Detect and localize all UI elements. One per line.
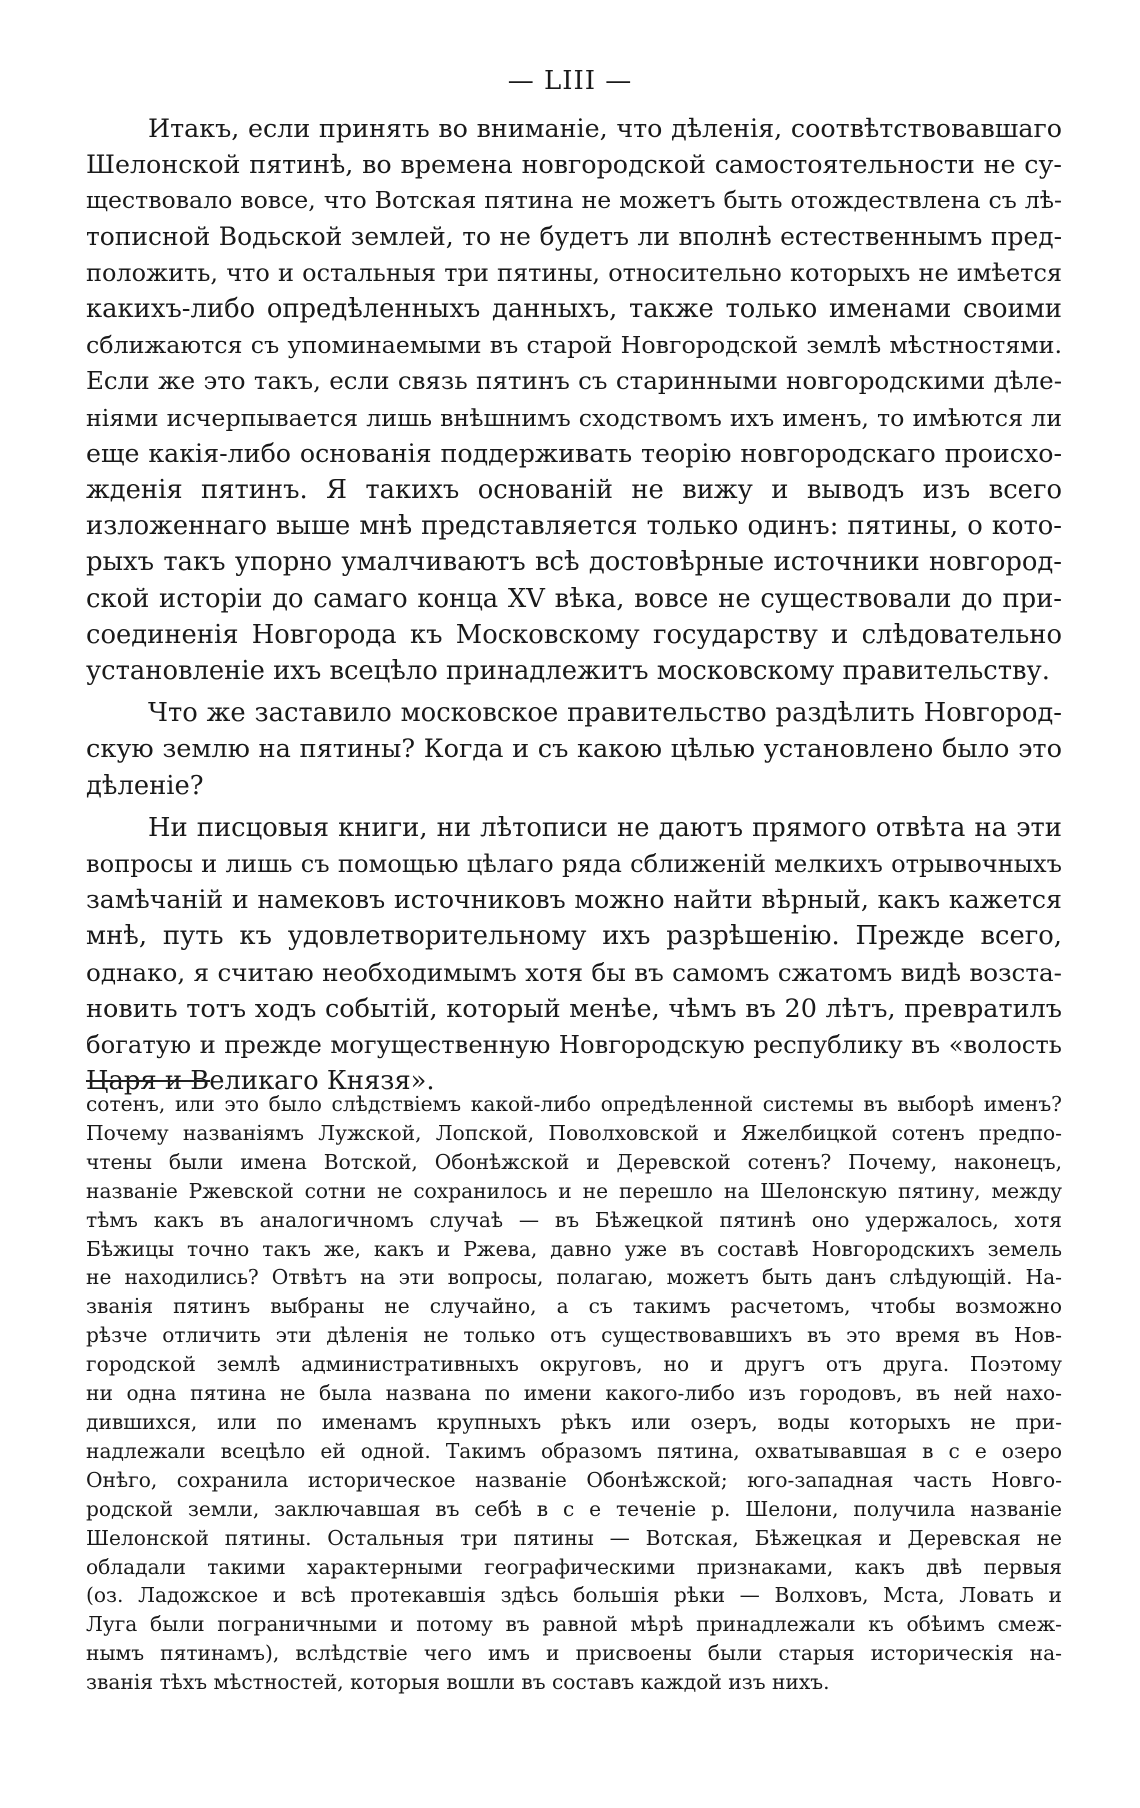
text-line: мнѣ, путь къ удовлетворительному ихъ разрѣшенію. Прежде всего, [86, 921, 1062, 952]
text-line: рыхъ такъ упорно умалчиваютъ всѣ достовѣрные источники новгород- [86, 547, 1062, 578]
text-line: жденія пятинъ. Я такихъ основаній не вижу и выводъ изъ всего [86, 475, 1062, 506]
footnote-line: родской земли, заключавшая въ себѣ в с е теченіе р. Шелони, получила названіе [86, 1496, 1062, 1521]
footnote-line: городской землѣ административныхъ округовъ, но и другъ отъ друга. Поэтому [86, 1352, 1062, 1377]
text-line: ществовало вовсе, что Вотская пятина не можетъ быть отождествлена съ лѣ- [86, 186, 1062, 215]
footnote-line: Луга были пограничными и потому въ равной мѣрѣ принадлежали къ обѣимъ смеж- [86, 1612, 1062, 1637]
footnote-line: Почему названіямъ Лужской, Лопской, Поволховской и Яжелбицкой сотенъ предпо- [86, 1120, 1062, 1145]
text-line: богатую и прежде могущественную Новгородскую республику въ «волость [86, 1030, 1062, 1060]
text-line: скую землю на пятины? Когда и съ какою цѣлью установлено было это [86, 734, 1062, 765]
footnote-line: званія пятинъ выбраны не случайно, а съ такимъ расчетомъ, чтобы возможно [86, 1294, 1062, 1319]
text-line: соединенія Новгорода къ Московскому государству и слѣдовательно [86, 619, 1062, 650]
text-line: Ни писцовыя книги, ни лѣтописи не даютъ прямого отвѣта на эти [148, 812, 1062, 843]
footnote-line: ни одна пятина не была названа по имени какого-либо изъ городовъ, въ ней нахо- [86, 1381, 1062, 1406]
footnote-line: (оз. Ладожское и всѣ протекавшія здѣсь большія рѣки — Волховъ, Мста, Ловать и [86, 1583, 1062, 1608]
footnote-separator [86, 1080, 210, 1082]
text-line: какихъ-либо опредѣленныхъ данныхъ, также только именами своими [86, 294, 1062, 325]
text-line: тописной Водьской землей, то не будетъ ли вполнѣ естественнымъ пред- [86, 221, 1062, 251]
text-line: сближаются съ упоминаемыми въ старой Новгородской землѣ мѣстностями. [86, 331, 1062, 360]
text-line: Царя и Великаго Князя». [86, 1066, 435, 1097]
text-line: еще какія-либо основанія поддерживать теорію новгородскаго происхо- [86, 438, 1062, 468]
footnote-line: сотенъ, или это было слѣдствіемъ какой-либо опредѣленной системы въ выборѣ именъ? [86, 1092, 1062, 1116]
text-line: положить, что и остальныя три пятины, относительно которыхъ не имѣется [86, 258, 1062, 287]
footnote [86, 1090, 1062, 1697]
text-line: установленіе ихъ всецѣло принадлежитъ московскому правительству. [86, 656, 1050, 687]
footnote-line: рѣзче отличить эти дѣленія не только отъ существовавшихъ въ это время въ Нов- [86, 1323, 1062, 1348]
footnote-line: чтены были имена Вотской, Обонѣжской и Деревской сотенъ? Почему, наконецъ, [86, 1149, 1062, 1174]
text-line: дѣленіе? [86, 770, 204, 801]
page-number: — LIII — [507, 66, 633, 96]
footnote-line: обладали такими характерными географическими признаками, какъ двѣ первыя [86, 1554, 1062, 1579]
text-line: Итакъ, если принять во вниманіе, что дѣленія, соотвѣтствовавшаго [148, 113, 1062, 143]
text-line: однако, я считаю необходимымъ хотя бы въ самомъ сжатомъ видѣ возста- [86, 957, 1062, 987]
text-line: Что же заставило московское правительство раздѣлить Новгород- [148, 698, 1062, 729]
main-text [86, 110, 1062, 1099]
footnote-line: названіе Ржевской сотни не сохранилось и не перешло на Шелонскую пятину, между [86, 1178, 1062, 1203]
footnote-line: не находились? Отвѣтъ на эти вопросы, полагаю, можетъ быть данъ слѣдующій. На- [86, 1265, 1062, 1290]
footnote-line: нымъ пятинамъ), вслѣдствіе чего имъ и присвоены были старыя историческія на- [86, 1641, 1062, 1666]
text-line: Шелонской пятинѣ, во времена новгородской самостоятельности не су- [86, 149, 1062, 180]
text-line: ніями исчерпывается лишь внѣшнимъ сходствомъ ихъ именъ, то имѣются ли [86, 403, 1062, 432]
text-line: ской исторіи до самаго конца XV вѣка, вовсе не существовали до при- [86, 583, 1062, 614]
footnote-line: дившихся, или по именамъ крупныхъ рѣкъ или озеръ, воды которыхъ не при- [86, 1409, 1062, 1434]
footnote-line: Бѣжицы точно такъ же, какъ и Ржева, давно уже въ составѣ Новгородскихъ земель [86, 1236, 1062, 1261]
footnote-line: Онѣго, сохранила историческое названіе Обонѣжской; юго-западная часть Новго- [86, 1467, 1062, 1492]
text-line: Если же это такъ, если связь пятинъ съ старинными новгородскими дѣле- [86, 366, 1062, 396]
text-line: изложеннаго выше мнѣ представляется только одинъ: пятины, о кото- [86, 511, 1062, 542]
text-line: замѣчаній и намековъ источниковъ можно найти вѣрный, какъ кажется [86, 885, 1062, 915]
footnote-line: тѣмъ какъ въ аналогичномъ случаѣ — въ Бѣжецкой пятинѣ оно удержалось, хотя [86, 1207, 1062, 1232]
text-line: вопросы и лишь съ помощью цѣлаго ряда сближеній мелкихъ отрывочныхъ [86, 850, 1062, 879]
text-line: новить тотъ ходъ событій, который менѣе, чѣмъ въ 20 лѣтъ, превратилъ [86, 993, 1062, 1024]
footnote-line: званія тѣхъ мѣстностей, которыя вошли въ составъ каждой изъ нихъ. [86, 1670, 830, 1695]
footnote-line: Шелонской пятины. Остальныя три пятины — Вотская, Бѣжецкая и Деревская не [86, 1525, 1062, 1550]
footnote-line: надлежали всецѣло ей одной. Такимъ образомъ пятина, охватывавшая в с е озеро [86, 1438, 1062, 1463]
